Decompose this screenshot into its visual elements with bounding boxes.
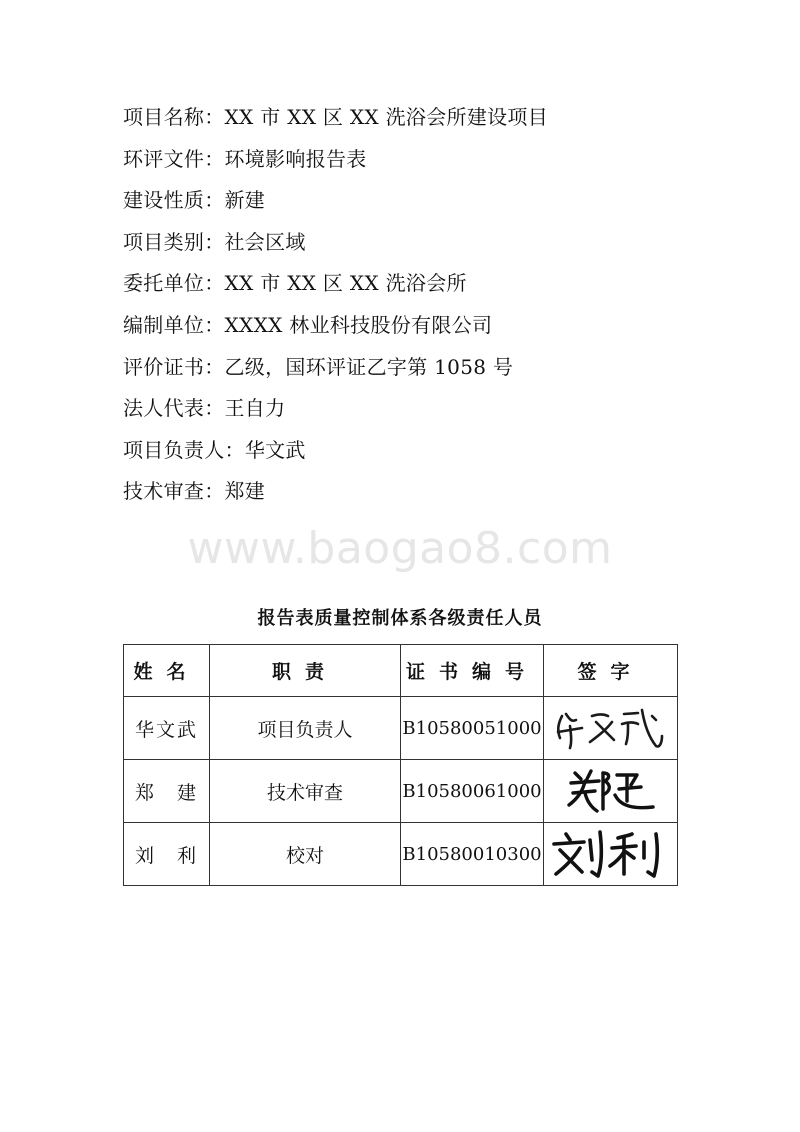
info-value: 社会区域 [224,229,306,254]
info-label: 项目名称： [123,105,225,129]
info-label: 编制单位： [123,312,225,337]
cell-cert-no: B10580010300 [401,823,544,886]
table-row [124,823,678,886]
table-row [124,760,678,823]
table-row [124,697,678,760]
handwritten-signature [552,702,670,754]
cell-name: 华文武 [124,697,210,760]
watermark: www.baogao8.com [187,523,613,574]
info-value: XX 市 XX 区 XX 洗浴会所建设项目 [224,105,549,129]
info-value: 郑建 [224,479,266,504]
info-value: 王自力 [224,396,286,421]
info-value: XX 市 XX 区 XX 洗浴会所 [224,271,467,296]
cell-name: 郑 建 [124,760,210,823]
info-line-client [123,266,683,308]
info-value: 乙级，国环评证乙字第 1058 号 [224,354,514,379]
info-line-project-name [123,100,683,142]
table-header-row [124,645,678,697]
cell-signature [544,823,678,886]
cell-cert-no: B10580051000 [401,697,544,760]
info-label: 环评文件： [123,146,225,171]
cell-role: 技术审查 [210,760,401,823]
cell-name: 刘 利 [124,823,210,886]
info-label: 技术审查： [123,479,225,504]
info-line-project-category [123,225,683,267]
cell-role: 项目负责人 [210,697,401,760]
info-label: 委托单位： [123,271,225,296]
info-line-project-lead [123,433,683,475]
info-line-preparer [123,308,683,350]
handwritten-signature [561,763,661,819]
info-label: 项目负责人： [123,437,245,462]
info-line-technical-review [123,474,683,516]
info-label: 评价证书： [123,354,225,379]
cell-signature [544,697,678,760]
cell-role: 校对 [210,823,401,886]
info-line-certificate [123,350,683,392]
info-value: XXXX 林业科技股份有限公司 [224,312,493,337]
cell-cert-no: B10580061000 [401,760,544,823]
info-value: 新建 [224,188,266,213]
info-line-eia-document [123,142,683,184]
info-value: 环境影响报告表 [224,146,367,171]
header-role: 职责 [210,645,401,697]
info-label: 法人代表： [123,396,225,421]
table-title: 报告表质量控制体系各级责任人员 [257,608,543,629]
info-line-construction-nature [123,183,683,225]
handwritten-signature [548,826,674,882]
header-name: 姓名 [124,645,210,697]
info-label: 建设性质： [123,188,225,213]
info-value: 华文武 [244,437,306,462]
project-info-list [123,100,683,516]
info-line-legal-rep [123,391,683,433]
info-label: 项目类别： [123,229,225,254]
header-signature: 签字 [544,645,678,697]
cell-signature [544,760,678,823]
header-cert-no: 证书编号 [401,645,544,697]
responsibility-table [123,644,678,886]
